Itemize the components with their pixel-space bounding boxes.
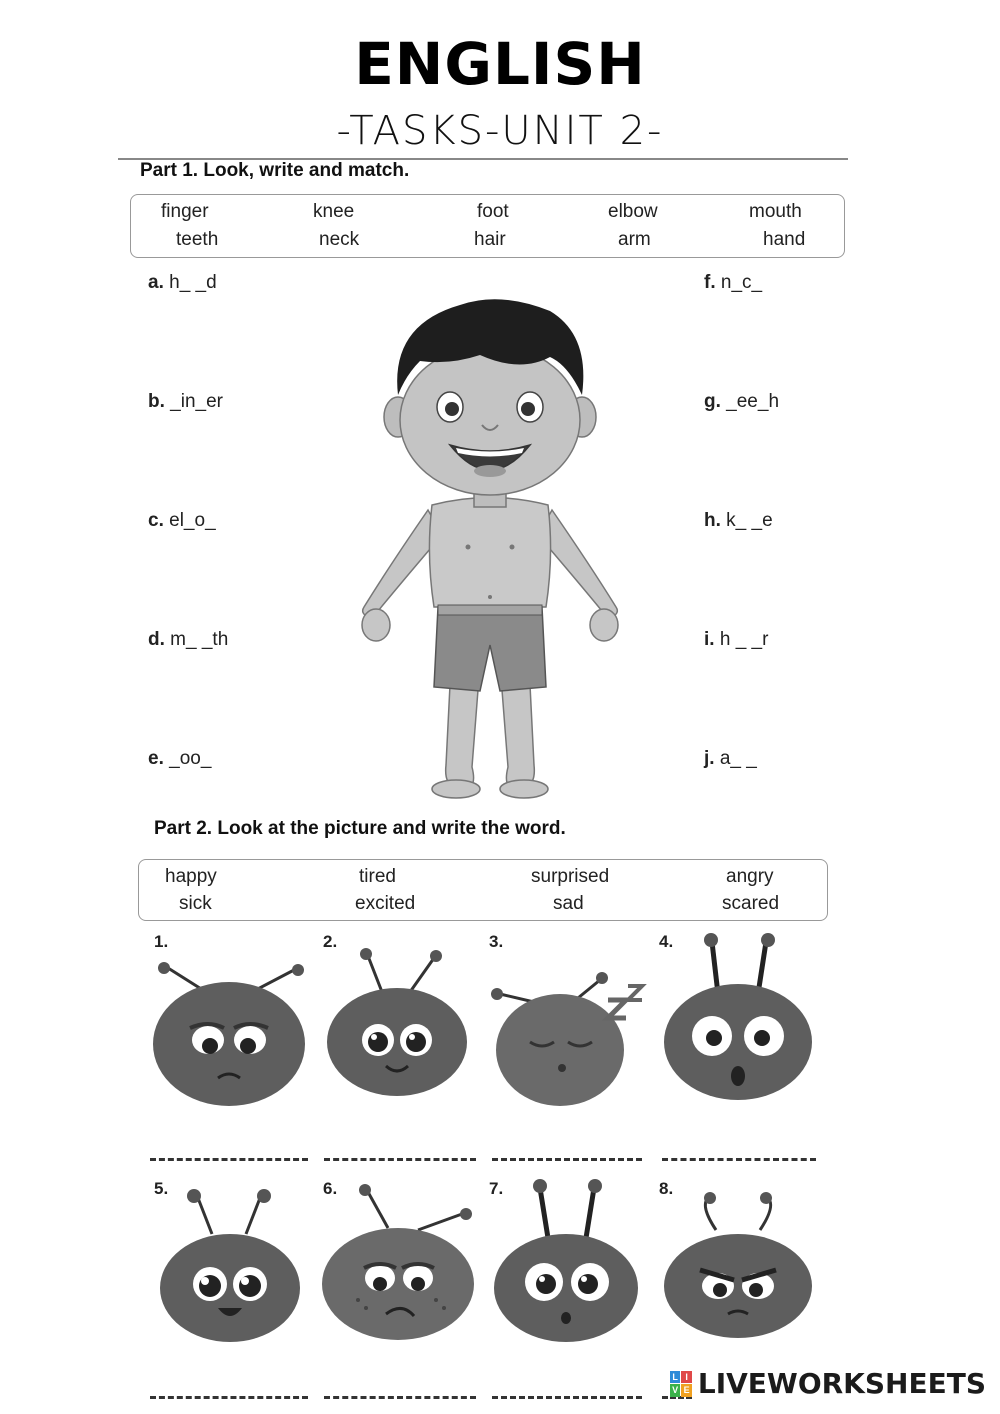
word-bank-item: arm bbox=[618, 229, 651, 250]
word-bank-item: teeth bbox=[176, 229, 219, 250]
exercise-item-e[interactable]: e. _oo_ bbox=[148, 748, 212, 769]
word-bank-item: happy bbox=[165, 866, 217, 887]
item-number: 8. bbox=[659, 1179, 674, 1198]
boy-illustration bbox=[350, 295, 630, 805]
word-bank-item: tired bbox=[359, 866, 396, 887]
exercise-item-f[interactable]: f. n_c_ bbox=[704, 272, 763, 293]
brand-name: LIVEWORKSHEETS bbox=[697, 1367, 986, 1400]
word-bank-item: sick bbox=[179, 893, 212, 914]
word-bank-item: hand bbox=[763, 229, 806, 250]
monster-tired bbox=[490, 972, 650, 1112]
item-number: 5. bbox=[154, 1179, 169, 1198]
item-number: 4. bbox=[659, 932, 674, 951]
answer-line-7[interactable] bbox=[492, 1396, 642, 1399]
word-bank-item: surprised bbox=[531, 866, 610, 887]
exercise-item-a[interactable]: a. h_ _d bbox=[148, 272, 217, 293]
word-bank-item: angry bbox=[726, 866, 774, 887]
exercise-item-g[interactable]: g. _ee_h bbox=[704, 391, 780, 412]
answer-line-5[interactable] bbox=[150, 1396, 308, 1399]
item-number: 3. bbox=[489, 932, 504, 951]
monster-excited bbox=[154, 1184, 306, 1344]
exercise-item-b[interactable]: b. _in_er bbox=[148, 391, 223, 412]
brand-logo-icon: L I V E bbox=[670, 1371, 692, 1397]
word-bank-item: excited bbox=[355, 893, 416, 914]
answer-line-1[interactable] bbox=[150, 1158, 308, 1161]
word-bank-item: scared bbox=[722, 893, 780, 914]
page-subtitle: -TASKS-UNIT 2- bbox=[336, 108, 664, 154]
part2-heading: Part 2. Look at the picture and write the word. bbox=[154, 818, 566, 839]
word-bank-item: sad bbox=[553, 893, 584, 914]
word-bank-item: hair bbox=[474, 229, 506, 250]
monster-sad bbox=[148, 962, 310, 1112]
monster-happy bbox=[322, 948, 472, 1098]
monster-scared bbox=[490, 1178, 642, 1344]
part2-word-bank bbox=[138, 859, 828, 921]
part1-word-bank bbox=[130, 194, 845, 258]
page-title: ENGLISH bbox=[354, 30, 646, 98]
item-number: 7. bbox=[489, 1179, 504, 1198]
word-bank-item: elbow bbox=[608, 201, 658, 222]
item-number: 2. bbox=[323, 932, 338, 951]
answer-line-6[interactable] bbox=[324, 1396, 476, 1399]
exercise-item-c[interactable]: c. el_o_ bbox=[148, 510, 216, 531]
answer-line-3[interactable] bbox=[492, 1158, 642, 1161]
monster-surprised bbox=[660, 932, 816, 1102]
answer-line-2[interactable] bbox=[324, 1158, 476, 1161]
monster-sick bbox=[318, 1184, 480, 1344]
item-number: 1. bbox=[154, 932, 169, 951]
answer-line-4[interactable] bbox=[662, 1158, 816, 1161]
exercise-item-i[interactable]: i. h _ _r bbox=[704, 629, 769, 650]
word-bank-item: finger bbox=[161, 201, 209, 222]
word-bank-item: knee bbox=[313, 201, 355, 222]
exercise-item-h[interactable]: h. k_ _e bbox=[704, 510, 773, 531]
word-bank-item: foot bbox=[477, 201, 509, 222]
item-number: 6. bbox=[323, 1179, 338, 1198]
word-bank-item: neck bbox=[319, 229, 360, 250]
part1-heading: Part 1. Look, write and match. bbox=[140, 160, 410, 181]
exercise-item-j[interactable]: j. a_ _ bbox=[704, 748, 757, 769]
liveworksheets-logo bbox=[670, 1367, 986, 1400]
exercise-item-d[interactable]: d. m_ _th bbox=[148, 629, 229, 650]
word-bank-item: mouth bbox=[749, 201, 802, 222]
monster-angry bbox=[660, 1190, 816, 1340]
